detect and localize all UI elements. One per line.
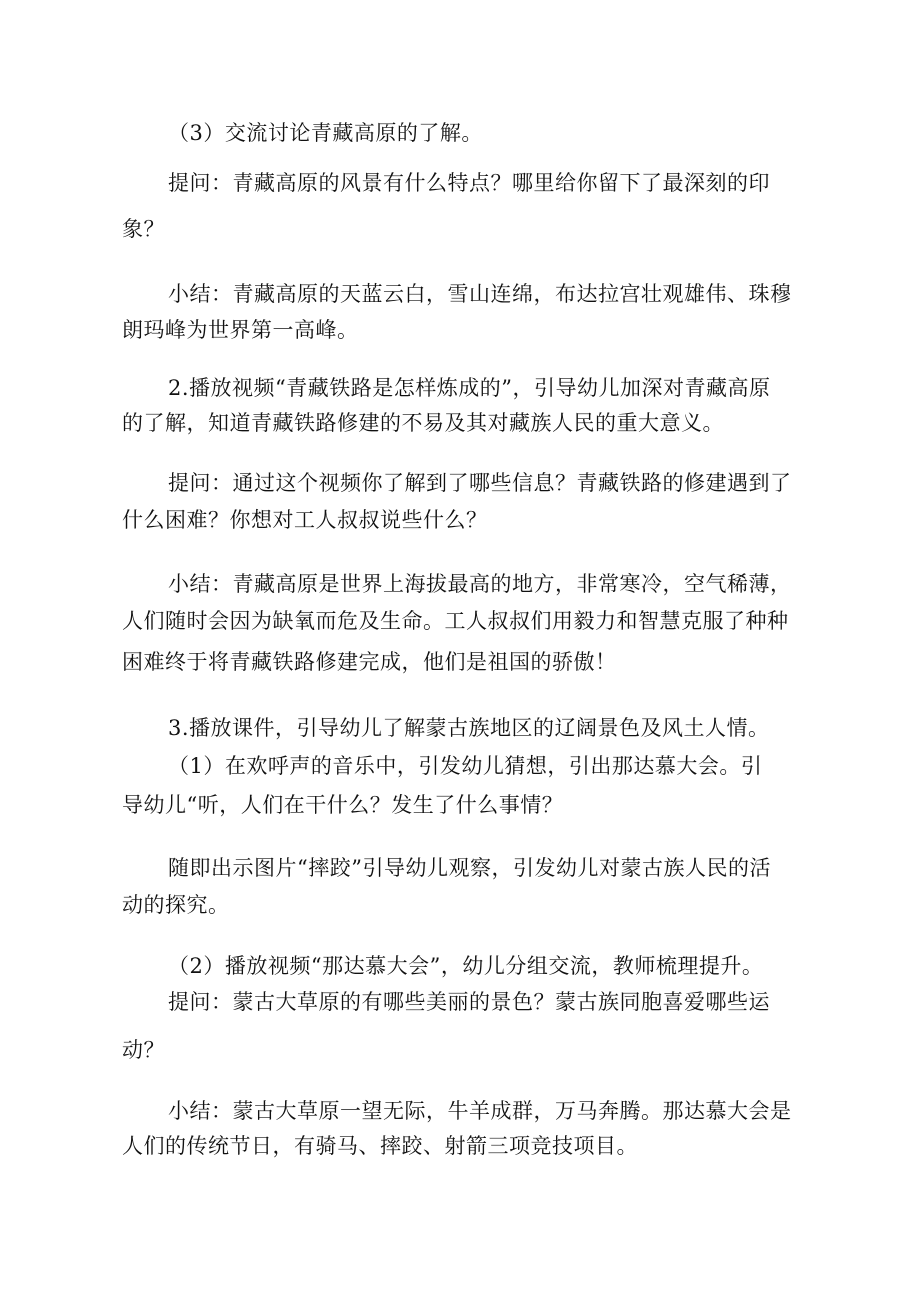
text-line: 提问：通过这个视频你了解到了哪些信息？青藏铁路的修建遇到了 (168, 471, 792, 495)
text-line: 小结：青藏高原的天蓝云白，雪山连绵，布达拉宫壮观雄伟、珠穆 (168, 282, 792, 306)
text-line: 困难终于将青藏铁路修建完成，他们是祖国的骄傲！ (122, 650, 617, 674)
text-line: 随即出示图片“摔跤”引导幼儿观察，引发幼儿对蒙古族人民的活 (168, 856, 771, 880)
text-line: 2.播放视频“青藏铁路是怎样炼成的”，引导幼儿加深对青藏高原 (168, 376, 771, 400)
text-line: 人们的传统节日，有骑马、摔跤、射箭三项竞技项目。 (122, 1134, 638, 1158)
text-line: 导幼儿“听，人们在干什么？发生了什么事情？ (122, 793, 564, 817)
text-line: 的了解，知道青藏铁路修建的不易及其对藏族人民的重大意义。 (122, 411, 724, 435)
text-line: （2）播放视频“那达慕大会”，幼儿分组交流，教师梳理提升。 (168, 954, 764, 978)
text-line: 小结：青藏高原是世界上海拔最高的地方，非常寒冷，空气稀薄， (168, 572, 792, 596)
text-line: 动的探究。 (122, 893, 230, 917)
text-line: 朗玛峰为世界第一高峰。 (122, 318, 359, 342)
text-line: 提问：青藏高原的风景有什么特点？哪里给你留下了最深刻的印 (168, 171, 770, 195)
text-line: （1）在欢呼声的音乐中，引发幼儿猜想，引出那达慕大会。引 (168, 754, 763, 778)
text-line: 人们随时会因为缺氧而危及生命。工人叔叔们用毅力和智慧克服了种种 (122, 609, 789, 633)
text-line: （3）交流讨论青藏高原的了解。 (168, 121, 483, 145)
text-line: 动？ (122, 1038, 165, 1062)
text-line: 3.播放课件，引导幼儿了解蒙古族地区的辽阔景色及风土人情。 (168, 716, 770, 740)
text-line: 提问：蒙古大草原的有哪些美丽的景色？蒙古族同胞喜爱哪些运 (168, 990, 770, 1014)
text-line: 小结：蒙古大草原一望无际，牛羊成群，万马奔腾。那达慕大会是 (168, 1099, 792, 1123)
text-line: 象？ (122, 217, 165, 241)
text-line: 什么困难？你想对工人叔叔说些什么？ (122, 508, 488, 532)
